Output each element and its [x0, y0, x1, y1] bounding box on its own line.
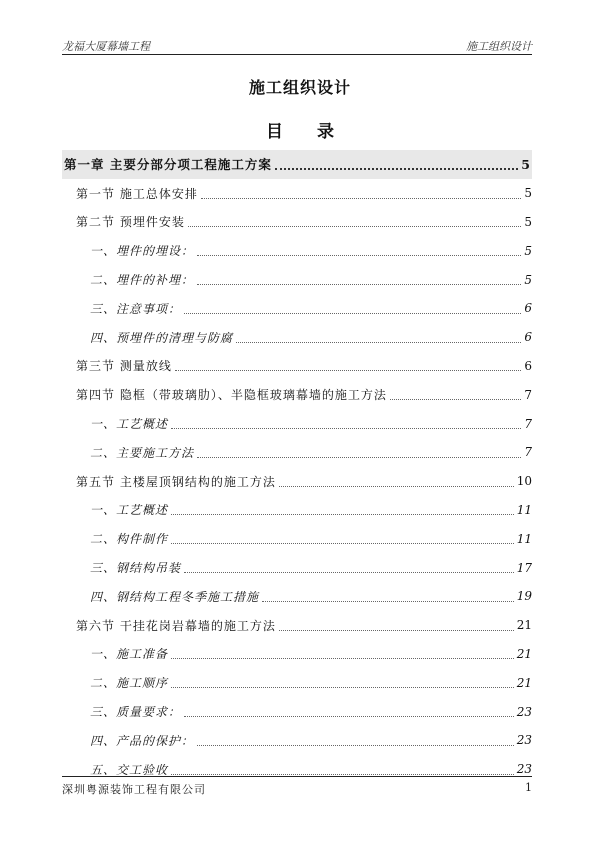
toc-entry-page: 23 [516, 733, 532, 748]
toc-entry-page: 5 [524, 243, 532, 258]
toc-entry-page: 23 [516, 704, 532, 719]
toc-entry-sub[interactable] [62, 409, 532, 438]
dot-leader [279, 485, 514, 487]
dot-leader [236, 341, 521, 343]
toc-entry-sub[interactable] [62, 697, 532, 726]
toc-entry-section[interactable] [62, 179, 532, 208]
toc-entry-sub[interactable] [62, 668, 532, 697]
toc-entry-sub[interactable] [62, 438, 532, 467]
toc-entry-label: 二、构件制作 [90, 530, 171, 547]
toc-entry-label: 二、埋件的补埋： [90, 271, 197, 288]
dot-leader [184, 571, 514, 573]
toc-entry-label: 第四节 隐框（带玻璃肋）、半隐框玻璃幕墙的施工方法 [76, 386, 390, 403]
page-title: 施工组织设计 [248, 78, 351, 97]
toc-entry-label: 第二节 预埋件安装 [76, 213, 188, 230]
toc-entry-page: 21 [516, 646, 532, 661]
dot-leader [188, 225, 522, 227]
toc-entry-section[interactable] [62, 611, 532, 640]
toc-entry-page: 23 [516, 762, 532, 777]
toc-entry-label: 第一节 施工总体安排 [76, 185, 201, 202]
header-project-name: 龙福大厦幕墙工程 [62, 40, 150, 53]
toc-entry-label: 二、施工顺序 [90, 674, 171, 691]
toc-entry-page: 10 [516, 474, 532, 489]
dot-leader [171, 427, 521, 429]
toc-entry-page: 7 [524, 387, 532, 402]
dot-leader [197, 283, 521, 285]
toc-entry-sub[interactable] [62, 236, 532, 265]
dot-leader [201, 197, 522, 199]
dot-leader [390, 398, 522, 400]
toc-entry-label: 一、埋件的埋设： [90, 242, 197, 259]
toc-entry-sub[interactable] [62, 294, 532, 323]
toc-entry-page: 6 [524, 358, 532, 373]
dot-leader [197, 744, 514, 746]
toc-entry-sub[interactable] [62, 524, 532, 553]
toc-entry-page: 5 [524, 272, 532, 287]
dot-leader [197, 254, 521, 256]
toc-entry-chapter[interactable] [62, 150, 532, 179]
toc-entry-page: 21 [516, 618, 532, 633]
toc-entry-label: 一、施工准备 [90, 645, 171, 662]
toc-entry-label: 四、预埋件的清理与防腐 [90, 329, 236, 346]
toc-entry-label: 三、质量要求： [90, 703, 184, 720]
toc-heading: 目 录 [266, 122, 348, 142]
dot-leader [184, 312, 521, 314]
dot-leader [197, 456, 521, 458]
dot-leader [171, 657, 514, 659]
toc-entry-sub[interactable] [62, 640, 532, 669]
toc-entry-label: 一、工艺概述 [90, 501, 171, 518]
toc-entry-page: 21 [516, 675, 532, 690]
toc-entry-sub[interactable] [62, 726, 532, 755]
toc-entry-label: 五、交工验收 [90, 761, 171, 778]
toc-entry-page: 11 [516, 502, 532, 517]
toc-entry-sub[interactable] [62, 582, 532, 611]
dot-leader [171, 686, 514, 688]
toc-entry-page: 11 [516, 531, 532, 546]
toc-entry-page: 19 [516, 589, 532, 604]
dot-leader [171, 773, 514, 775]
dot-leader [262, 600, 514, 602]
toc-entry-sub[interactable] [62, 323, 532, 352]
toc-entry-label: 三、注意事项： [90, 300, 184, 317]
toc-entry-sub[interactable] [62, 265, 532, 294]
page-header [62, 36, 532, 55]
header-document-title: 施工组织设计 [466, 40, 532, 53]
toc-entry-page: 5 [524, 214, 532, 229]
footer-page-number: 1 [525, 781, 532, 794]
toc-entry-page: 5 [524, 186, 532, 201]
page-footer [62, 776, 532, 797]
toc-entry-page: 5 [521, 156, 530, 172]
toc-entry-section[interactable] [62, 208, 532, 237]
toc-entry-label: 第三节 测量放线 [76, 357, 175, 374]
dot-leader [275, 167, 518, 170]
toc-entry-page: 6 [524, 301, 532, 316]
dot-leader [279, 629, 514, 631]
toc-entry-page: 7 [524, 416, 532, 431]
toc-entry-page: 6 [524, 330, 532, 345]
toc-entry-label: 一、工艺概述 [90, 415, 171, 432]
toc-entry-label: 四、钢结构工程冬季施工措施 [90, 588, 262, 605]
toc-entry-section[interactable] [62, 352, 532, 381]
dot-leader [184, 715, 514, 717]
footer-company-name: 深圳粤源装饰工程有限公司 [62, 783, 206, 796]
toc-entry-page: 7 [524, 445, 532, 460]
toc-entry-sub[interactable] [62, 496, 532, 525]
toc-entry-label: 第六节 干挂花岗岩幕墙的施工方法 [76, 617, 279, 634]
dot-leader [171, 513, 514, 515]
toc-entry-label: 四、产品的保护： [90, 732, 197, 749]
dot-leader [171, 542, 514, 544]
toc-entry-label: 二、主要施工方法 [90, 444, 197, 461]
toc-entry-section[interactable] [62, 467, 532, 496]
toc-entry-sub[interactable] [62, 553, 532, 582]
toc-entry-label: 三、钢结构吊装 [90, 559, 184, 576]
toc-entry-page: 17 [516, 560, 532, 575]
toc-entry-label: 第一章 主要分部分项工程施工方案 [64, 157, 272, 173]
dot-leader [175, 369, 522, 371]
toc-entry-section[interactable] [62, 380, 532, 409]
table-of-contents [62, 150, 532, 784]
toc-entry-label: 第五节 主楼屋顶钢结构的施工方法 [76, 473, 279, 490]
